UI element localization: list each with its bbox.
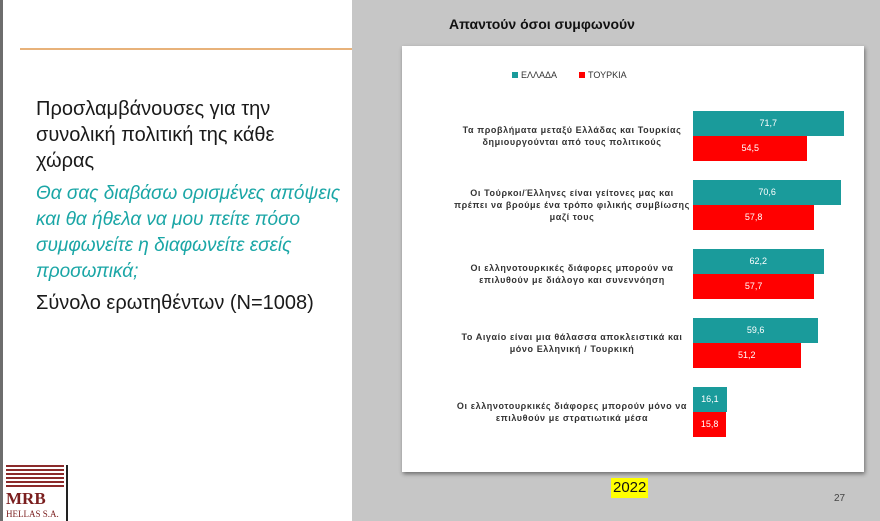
bar-turkey [693,136,807,161]
bar-value-label: 71,7 [759,118,778,128]
bar-turkey [693,274,814,299]
left-border [0,0,3,521]
bar-value-label: 57,7 [744,281,763,291]
page-number: 27 [834,493,846,504]
logo-divider [66,465,68,521]
slide-title: Προσλαμβάνουσες για την συνολική πολιτική της κάθε χώρας [36,98,275,172]
bar-value-label: 15,8 [700,419,719,429]
category-label: Το Αιγαίο είναι μια θάλασσα αποκλειστικά και μόνο Ελληνική / Τουρκική [461,332,683,354]
legend-label-greece: ΕΛΛΑΔΑ [521,70,558,80]
mrb-logo [4,465,66,521]
category-label: Οι Τούρκοι/Έλληνες είναι γείτονες μας και πρέπει να βρούμε ένα τρόπο φιλικής συμβίωσης μαζί τους [454,188,690,222]
category-label: Οι ελληνοτουρκικές διάφορες μπορούν μόνο να επιλυθούν με στρατιωτικά μέσα [456,401,688,423]
logo-subtitle: HELLAS S.A. [6,509,59,519]
bar-value-label: 51,2 [737,350,756,360]
header-divider [20,48,352,50]
chart-area [402,46,864,472]
bar-turkey [693,412,726,437]
logo-stripes [6,465,64,489]
bar-value-label: 57,8 [744,212,763,222]
sample-size: Σύνολο ερωτηθέντων (N=1008) [36,292,314,314]
question-text: Θα σας διαβάσω ορισμένες απόψεις και θα ήθελα να μου πείτε πόσο συμφωνείτε η διαφωνείτε εσείς προσωπικά; [36,183,341,282]
bar-greece [693,180,841,205]
bar-value-label: 70,6 [758,187,776,197]
legend-label-turkey: ΤΟΥΡΚΙΑ [588,70,627,80]
bar-value-label: 54,5 [741,143,759,153]
chart-title: Απαντούν όσοι συμφωνούν [449,16,635,32]
category-label: Οι ελληνοτουρκικές διάφορες μπορούν να επιλυθούν με διάλογο και συνεννόηση [470,263,674,285]
year-badge: 2022 [613,479,647,496]
legend-swatch-greece [512,72,518,78]
chart-legend [512,70,627,80]
logo-name: MRB [6,489,46,508]
category-label: Τα προβλήματα μεταξύ Ελλάδας και Τουρκίας δημιουργούνται από τους πολιτικούς [462,125,682,147]
bar-greece [693,249,824,274]
bar-value-label: 59,6 [746,325,765,335]
bar-turkey [693,343,801,368]
bar-turkey [693,205,814,230]
bar-value-label: 62,2 [749,256,768,266]
bar-greece [693,318,818,343]
legend-swatch-turkey [579,72,585,78]
bar-value-label: 16,1 [701,394,719,404]
legend-item-greece [512,70,557,80]
bar-greece [693,387,727,412]
legend-item-turkey [579,70,627,80]
bar-greece [693,111,844,136]
